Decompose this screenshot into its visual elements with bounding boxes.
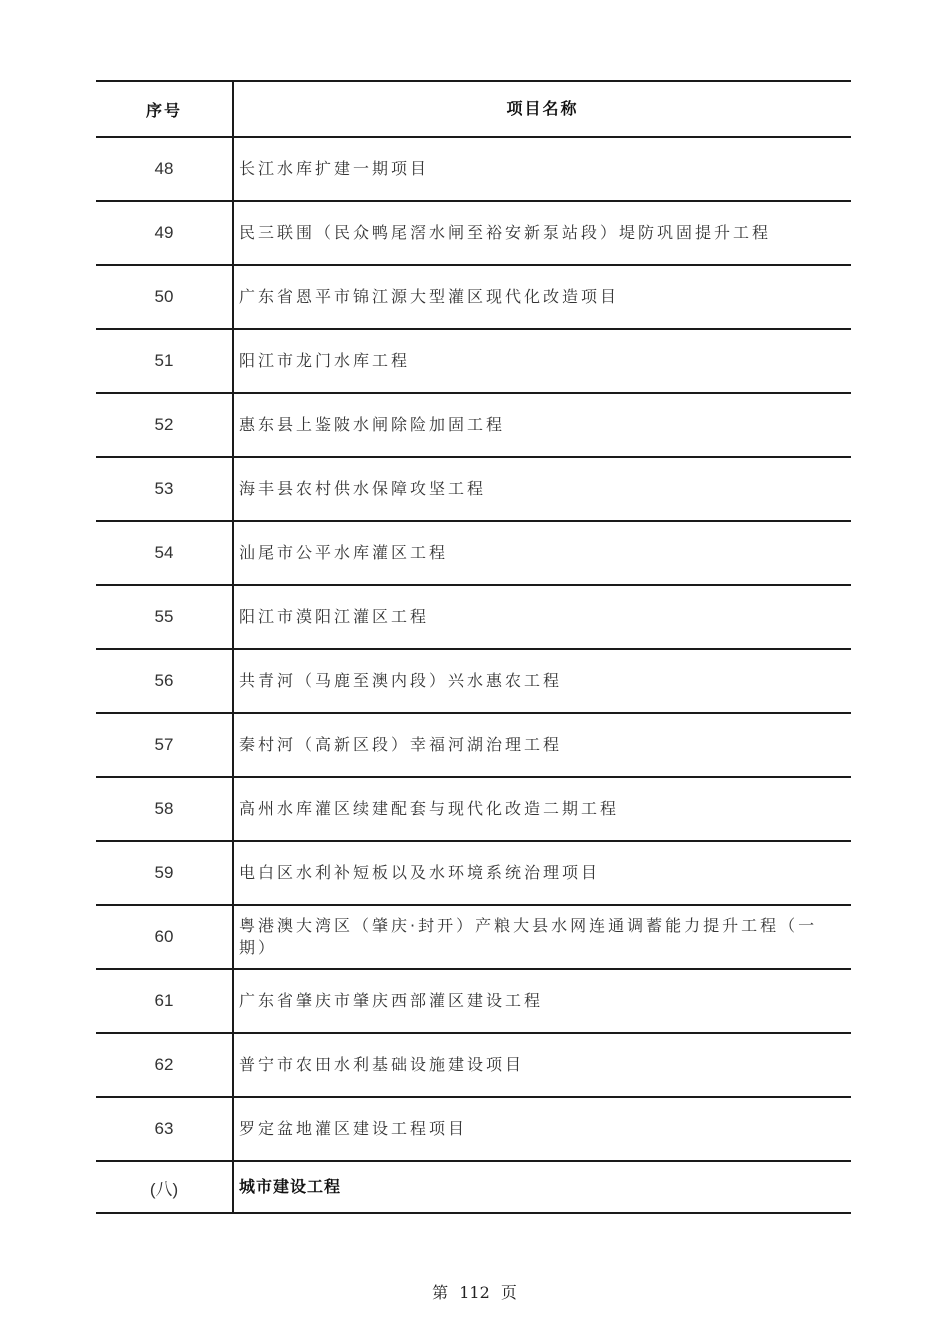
row-name: 普宁市农田水利基础设施建设项目 [239,1055,525,1074]
row-num: 63 [96,1098,234,1160]
table-row [96,202,851,266]
table-row [96,394,851,458]
table-row [96,522,851,586]
row-num: 49 [96,202,234,264]
section-num: (八) [96,1162,234,1212]
row-num: 51 [96,330,234,392]
row-num: 48 [96,138,234,200]
row-name: 民三联围（民众鸭尾滘水闸至裕安新泵站段）堤防巩固提升工程 [239,223,772,242]
row-num: 50 [96,266,234,328]
row-name: 汕尾市公平水库灌区工程 [239,543,449,562]
table-row [96,970,851,1034]
row-num: 52 [96,394,234,456]
table-row [96,458,851,522]
table-row [96,330,851,394]
row-num: 60 [96,906,234,968]
table-row [96,138,851,202]
header-name: 项目名称 [506,99,579,118]
row-num: 55 [96,586,234,648]
row-name: 共青河（马鹿至澳内段）兴水惠农工程 [239,671,563,690]
row-name: 海丰县农村供水保障攻坚工程 [239,479,487,498]
row-num: 61 [96,970,234,1032]
table-row [96,1098,851,1162]
table-row [96,906,851,970]
row-name: 广东省恩平市锦江源大型灌区现代化改造项目 [239,287,620,306]
section-row [96,1162,851,1214]
row-name: 高州水库灌区续建配套与现代化改造二期工程 [239,799,620,818]
row-num: 58 [96,778,234,840]
table-row [96,266,851,330]
row-num: 56 [96,650,234,712]
header-num: 序号 [96,82,234,136]
row-name: 长江水库扩建一期项目 [239,159,430,178]
table-row [96,1034,851,1098]
table-row [96,842,851,906]
row-num: 57 [96,714,234,776]
table-row [96,714,851,778]
row-name: 秦村河（高新区段）幸福河湖治理工程 [239,735,563,754]
row-name: 粤港澳大湾区（肇庆·封开）产粮大县水网连通调蓄能力提升工程（一期） [239,916,818,957]
row-num: 59 [96,842,234,904]
row-name: 广东省肇庆市肇庆西部灌区建设工程 [239,991,544,1010]
section-title: 城市建设工程 [239,1177,342,1196]
row-num: 53 [96,458,234,520]
row-num: 62 [96,1034,234,1096]
row-num: 54 [96,522,234,584]
row-name: 阳江市漠阳江灌区工程 [239,607,430,626]
row-name: 惠东县上鉴陂水闸除险加固工程 [239,415,506,434]
table-row [96,778,851,842]
table-row [96,586,851,650]
row-name: 罗定盆地灌区建设工程项目 [239,1119,468,1138]
project-table [96,80,851,1214]
row-name: 电白区水利补短板以及水环境系统治理项目 [239,863,601,882]
table-header-row [96,80,851,138]
row-name: 阳江市龙门水库工程 [239,351,411,370]
table-row [96,650,851,714]
page-number: 第 112 页 [432,1283,517,1302]
